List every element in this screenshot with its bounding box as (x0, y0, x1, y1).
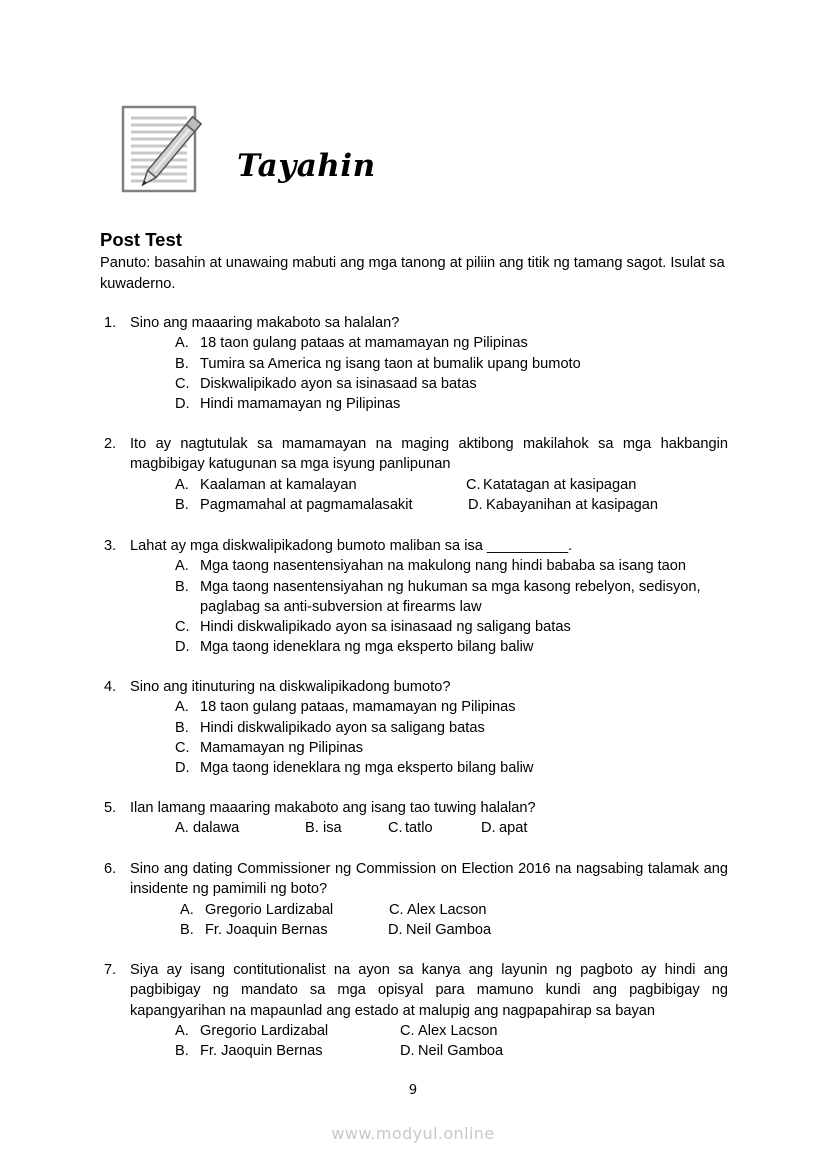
question-5 (100, 798, 728, 839)
question-1 (100, 313, 728, 414)
question-6 (100, 859, 728, 940)
instructions-text: Panuto: basahin at unawaing mabuti ang mga tanong at piliin ang titik ng tamang sagot. Isulat sa kuwaderno. (100, 255, 725, 292)
option-a: Kaalaman at kamalayan (200, 476, 357, 493)
options-list (175, 556, 728, 657)
options-list (175, 697, 728, 778)
option-d: Neil Gamboa (418, 1043, 504, 1060)
option-c-letter: C. (388, 820, 403, 837)
option-b: B. Mga taong nasentensiyahan ng hukuman sa mga kasong rebelyon, sedisyon, paglabag sa anti-subversion at firearms law (175, 578, 701, 615)
option-d-letter: D. (400, 1043, 415, 1060)
option-c: tatlo (405, 820, 433, 837)
option-b-letter: B. (180, 921, 194, 938)
option-b: Fr. Jaoquin Bernas (200, 1043, 323, 1060)
option-d-letter: D. (481, 820, 496, 837)
option-d: Kabayanihan at kasipagan (486, 496, 659, 513)
option-b: B. Tumira sa America ng isang taon at bumalik upang bumoto (175, 355, 581, 372)
option-d: D. Mga taong ideneklara ng mga eksperto bilang baliw (175, 639, 534, 656)
question-4 (100, 677, 728, 778)
options-grid (175, 1021, 728, 1062)
question-3 (100, 536, 728, 658)
option-d-letter: D. (468, 496, 483, 513)
option-a-letter: A. (175, 476, 189, 493)
question-stem: Sino ang maaaring makaboto sa halalan? (130, 315, 400, 331)
option-c: C. Mamamayan ng Pilipinas (175, 739, 364, 756)
page-title: Tayahin (237, 148, 376, 184)
options-list (175, 333, 728, 414)
question-stem: Ilan lamang maaaring makaboto ang isang tao tuwing halalan? (130, 800, 536, 816)
option-b: Pagmamahal at pagmamalasakit (200, 496, 413, 513)
option-d-letter: D. (388, 921, 403, 938)
option-b: Fr. Joaquin Bernas (205, 921, 328, 938)
options-row (175, 818, 728, 838)
option-b: isa (323, 820, 342, 837)
option-a-letter: A. (175, 820, 189, 837)
option-b: B. Hindi diskwalipikado ayon sa saligang batas (175, 719, 485, 736)
question-stem: Lahat ay mga diskwalipikadong bumoto maliban sa isa __________. (130, 538, 573, 554)
watermark: www.modyul.online (331, 1124, 495, 1143)
question-number: 5. (104, 800, 117, 816)
option-a-letter: A. (175, 1022, 189, 1039)
option-c-letter: C. (466, 476, 481, 493)
option-c-letter: C. (400, 1022, 415, 1039)
question-stem: Sino ang dating Commissioner ng Commission on Election 2016 na nagsabing talamak ang insidente ng pamimili ng boto? (130, 861, 728, 898)
question-stem: Siya ay isang contitutionalist na ayon sa kanya ang layunin ng pagboto ay hindi ang pagbibigay ng mandato sa mga opisyal para mamuno kundi ang pagbibigay ng kapangyarihan na mapaunlad ang estado at malupig ang nagpapahirap sa bayan (130, 962, 728, 1019)
option-a: A. 18 taon gulang pataas at mamamayan ng Pilipinas (175, 335, 528, 352)
option-d: apat (499, 820, 528, 837)
question-number: 4. (104, 679, 117, 695)
question-7 (100, 960, 728, 1061)
question-number: 6. (104, 861, 117, 877)
page-number: 9 (408, 1083, 418, 1098)
option-b-letter: B. (305, 820, 319, 837)
option-b-letter: B. (175, 1043, 189, 1060)
option-c: Alex Lacson (418, 1022, 498, 1039)
option-d: D. Hindi mamamayan ng Pilipinas (175, 396, 401, 413)
option-c: Alex Lacson (407, 901, 487, 918)
notepad-pencil-icon (121, 104, 217, 194)
question-number: 1. (104, 315, 117, 331)
option-a: dalawa (193, 820, 240, 837)
question-number: 7. (104, 962, 117, 978)
options-grid (180, 900, 728, 941)
option-b-letter: B. (175, 496, 189, 513)
option-c: C. Diskwalipikado ayon sa isinasaad sa batas (175, 375, 477, 392)
question-number: 3. (104, 538, 117, 554)
options-grid (175, 475, 728, 516)
option-a-letter: A. (180, 901, 194, 918)
question-number: 2. (104, 436, 117, 452)
option-a: Gregorio Lardizabal (205, 901, 334, 918)
question-2 (100, 434, 728, 515)
option-c-letter: C. (389, 901, 404, 918)
option-d: Neil Gamboa (406, 921, 492, 938)
section-heading: Post Test (100, 229, 182, 250)
option-a: Gregorio Lardizabal (200, 1022, 329, 1039)
option-a: A. Mga taong nasentensiyahan na makulong nang hindi bababa sa isang taon (175, 558, 687, 575)
question-stem: Sino ang itinuturing na diskwalipikadong bumoto? (130, 679, 451, 695)
option-d: D. Mga taong ideneklara ng mga eksperto bilang baliw (175, 760, 534, 777)
option-a: A. 18 taon gulang pataas, mamamayan ng Pilipinas (175, 699, 516, 716)
question-stem: Ito ay nagtutulak sa mamamayan na maging aktibong makilahok sa mga hakbangin magbibigay katugunan sa mga isyung panlipunan (130, 436, 728, 473)
option-c: C. Hindi diskwalipikado ayon sa isinasaad ng saligang batas (175, 619, 571, 636)
option-c: Katatagan at kasipagan (483, 476, 637, 493)
